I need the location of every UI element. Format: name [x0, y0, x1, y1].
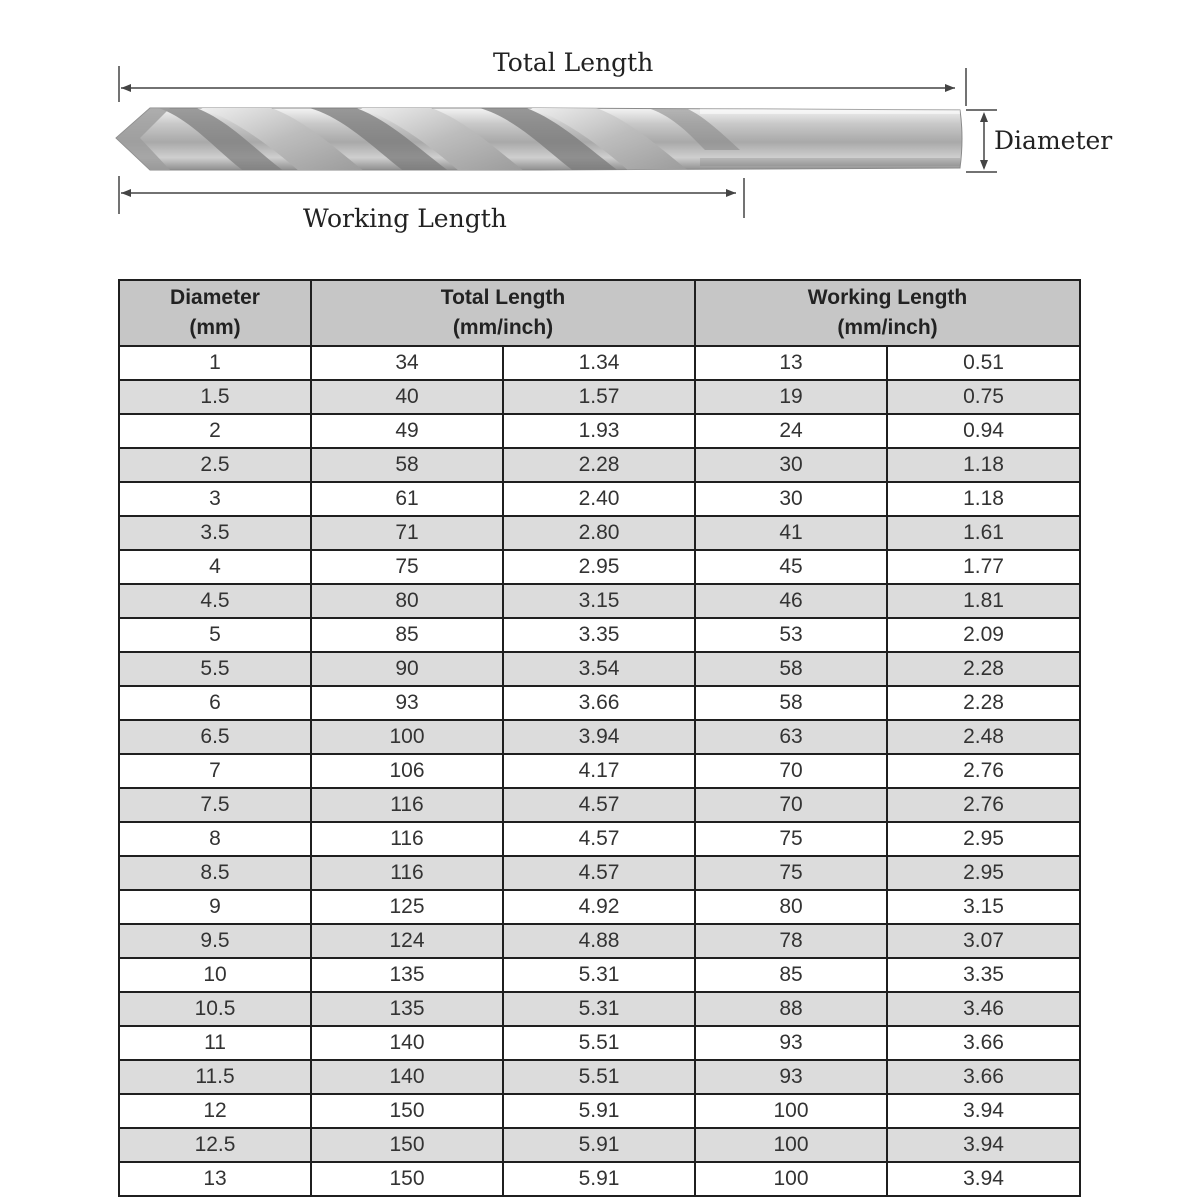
total-length-mm-cell: 85 [311, 618, 503, 652]
working-length-mm-cell: 41 [695, 516, 887, 550]
total-length-mm-cell: 100 [311, 720, 503, 754]
diameter-cell: 7.5 [119, 788, 311, 822]
diameter-cell: 11 [119, 1026, 311, 1060]
total-length-inch-cell: 5.91 [503, 1128, 695, 1162]
diameter-cell: 3 [119, 482, 311, 516]
working-length-mm-cell: 85 [695, 958, 887, 992]
working-length-mm-cell: 70 [695, 754, 887, 788]
table-row [119, 1162, 1080, 1196]
working-length-inch-cell: 3.94 [887, 1094, 1080, 1128]
total-length-inch-cell: 4.17 [503, 754, 695, 788]
working-length-mm-cell: 19 [695, 380, 887, 414]
total-length-inch-cell: 5.31 [503, 958, 695, 992]
working-length-inch-cell: 1.81 [887, 584, 1080, 618]
total-length-inch-cell: 4.57 [503, 856, 695, 890]
diameter-cell: 9 [119, 890, 311, 924]
total-length-inch-cell: 5.51 [503, 1026, 695, 1060]
working-length-mm-cell: 80 [695, 890, 887, 924]
total-length-mm-cell: 116 [311, 788, 503, 822]
working-length-inch-cell: 0.75 [887, 380, 1080, 414]
working-length-inch-cell: 2.76 [887, 788, 1080, 822]
table-row [119, 1026, 1080, 1060]
diameter-cell: 13 [119, 1162, 311, 1196]
diameter-cell: 6 [119, 686, 311, 720]
total-length-mm-cell: 150 [311, 1162, 503, 1196]
working-length-inch-cell: 3.94 [887, 1162, 1080, 1196]
total-length-inch-cell: 1.93 [503, 414, 695, 448]
total-length-inch-cell: 4.88 [503, 924, 695, 958]
diameter-cell: 10.5 [119, 992, 311, 1026]
total-length-mm-cell: 40 [311, 380, 503, 414]
total-length-inch-cell: 2.80 [503, 516, 695, 550]
total-length-mm-cell: 80 [311, 584, 503, 618]
total-length-mm-cell: 61 [311, 482, 503, 516]
working-length-mm-cell: 93 [695, 1060, 887, 1094]
total-length-mm-cell: 135 [311, 958, 503, 992]
table-row [119, 550, 1080, 584]
total-length-mm-cell: 106 [311, 754, 503, 788]
working-length-mm-cell: 30 [695, 482, 887, 516]
total-length-mm-cell: 116 [311, 856, 503, 890]
working-length-mm-cell: 100 [695, 1094, 887, 1128]
working-length-inch-cell: 1.77 [887, 550, 1080, 584]
table-row [119, 1094, 1080, 1128]
working-length-inch-cell: 1.18 [887, 448, 1080, 482]
total-length-inch-cell: 5.91 [503, 1162, 695, 1196]
working-length-inch-cell: 3.15 [887, 890, 1080, 924]
table-row [119, 414, 1080, 448]
working-length-label: Working Length [303, 204, 507, 233]
table-row [119, 652, 1080, 686]
table-row [119, 686, 1080, 720]
working-length-mm-cell: 46 [695, 584, 887, 618]
total-length-mm-cell: 75 [311, 550, 503, 584]
working-length-inch-cell: 3.66 [887, 1026, 1080, 1060]
working-length-inch-cell: 2.28 [887, 686, 1080, 720]
working-length-mm-cell: 58 [695, 652, 887, 686]
drill-size-table [118, 279, 1081, 1197]
diameter-cell: 10 [119, 958, 311, 992]
diameter-cell: 9.5 [119, 924, 311, 958]
diameter-cell: 1.5 [119, 380, 311, 414]
working-length-inch-cell: 3.94 [887, 1128, 1080, 1162]
working-length-mm-cell: 70 [695, 788, 887, 822]
table-row [119, 584, 1080, 618]
working-length-inch-cell: 2.28 [887, 652, 1080, 686]
total-length-mm-cell: 116 [311, 822, 503, 856]
working-length-mm-cell: 88 [695, 992, 887, 1026]
diameter-label: Diameter [994, 126, 1113, 155]
total-length-inch-cell: 1.57 [503, 380, 695, 414]
header-diameter: Diameter (mm) [119, 280, 311, 346]
total-length-inch-cell: 4.57 [503, 822, 695, 856]
table-row [119, 380, 1080, 414]
total-length-mm-cell: 49 [311, 414, 503, 448]
total-length-mm-cell: 140 [311, 1026, 503, 1060]
working-length-mm-cell: 100 [695, 1162, 887, 1196]
table-header-row [119, 280, 1080, 346]
total-length-inch-cell: 2.40 [503, 482, 695, 516]
working-length-mm-cell: 53 [695, 618, 887, 652]
working-length-mm-cell: 24 [695, 414, 887, 448]
working-length-inch-cell: 2.95 [887, 856, 1080, 890]
diameter-cell: 2.5 [119, 448, 311, 482]
working-length-mm-cell: 78 [695, 924, 887, 958]
table-row [119, 482, 1080, 516]
total-length-inch-cell: 2.95 [503, 550, 695, 584]
table-row [119, 992, 1080, 1026]
table-row [119, 788, 1080, 822]
diameter-cell: 3.5 [119, 516, 311, 550]
table-row [119, 822, 1080, 856]
working-length-inch-cell: 3.66 [887, 1060, 1080, 1094]
diameter-cell: 8.5 [119, 856, 311, 890]
diameter-cell: 6.5 [119, 720, 311, 754]
diameter-cell: 12.5 [119, 1128, 311, 1162]
working-length-inch-cell: 2.95 [887, 822, 1080, 856]
diameter-dimension [966, 110, 997, 172]
working-length-mm-cell: 58 [695, 686, 887, 720]
drill-bit [116, 106, 962, 172]
total-length-mm-cell: 150 [311, 1128, 503, 1162]
working-length-mm-cell: 45 [695, 550, 887, 584]
working-length-mm-cell: 63 [695, 720, 887, 754]
table-row [119, 924, 1080, 958]
working-length-inch-cell: 2.76 [887, 754, 1080, 788]
working-length-inch-cell: 2.48 [887, 720, 1080, 754]
diameter-cell: 1 [119, 346, 311, 380]
total-length-mm-cell: 58 [311, 448, 503, 482]
diameter-cell: 11.5 [119, 1060, 311, 1094]
total-length-inch-cell: 3.15 [503, 584, 695, 618]
working-length-inch-cell: 0.51 [887, 346, 1080, 380]
working-length-mm-cell: 30 [695, 448, 887, 482]
working-length-inch-cell: 1.18 [887, 482, 1080, 516]
total-length-inch-cell: 3.35 [503, 618, 695, 652]
total-length-mm-cell: 150 [311, 1094, 503, 1128]
table-row [119, 448, 1080, 482]
table-row [119, 1128, 1080, 1162]
total-length-inch-cell: 1.34 [503, 346, 695, 380]
diameter-cell: 5.5 [119, 652, 311, 686]
total-length-inch-cell: 3.66 [503, 686, 695, 720]
table-body [119, 346, 1080, 1196]
total-length-mm-cell: 34 [311, 346, 503, 380]
diameter-cell: 5 [119, 618, 311, 652]
total-length-mm-cell: 93 [311, 686, 503, 720]
total-length-inch-cell: 4.92 [503, 890, 695, 924]
total-length-inch-cell: 3.94 [503, 720, 695, 754]
working-length-inch-cell: 3.46 [887, 992, 1080, 1026]
header-working-length: Working Length (mm/inch) [695, 280, 1080, 346]
table-row [119, 1060, 1080, 1094]
total-length-mm-cell: 90 [311, 652, 503, 686]
drill-bit-diagram [0, 0, 1200, 270]
total-length-mm-cell: 71 [311, 516, 503, 550]
total-length-inch-cell: 2.28 [503, 448, 695, 482]
diameter-cell: 8 [119, 822, 311, 856]
total-length-inch-cell: 5.91 [503, 1094, 695, 1128]
total-length-mm-cell: 140 [311, 1060, 503, 1094]
diameter-cell: 4.5 [119, 584, 311, 618]
table-row [119, 754, 1080, 788]
total-length-inch-cell: 3.54 [503, 652, 695, 686]
total-length-inch-cell: 4.57 [503, 788, 695, 822]
working-length-mm-cell: 75 [695, 856, 887, 890]
total-length-mm-cell: 124 [311, 924, 503, 958]
working-length-inch-cell: 1.61 [887, 516, 1080, 550]
table-row [119, 346, 1080, 380]
diameter-cell: 4 [119, 550, 311, 584]
total-length-label: Total Length [493, 48, 654, 77]
working-length-inch-cell: 3.35 [887, 958, 1080, 992]
total-length-inch-cell: 5.31 [503, 992, 695, 1026]
working-length-mm-cell: 100 [695, 1128, 887, 1162]
table-row [119, 618, 1080, 652]
working-length-inch-cell: 3.07 [887, 924, 1080, 958]
diameter-cell: 12 [119, 1094, 311, 1128]
working-length-mm-cell: 13 [695, 346, 887, 380]
table-row [119, 890, 1080, 924]
total-length-mm-cell: 125 [311, 890, 503, 924]
table-row [119, 958, 1080, 992]
header-total-length: Total Length (mm/inch) [311, 280, 695, 346]
table-row [119, 720, 1080, 754]
working-length-mm-cell: 93 [695, 1026, 887, 1060]
working-length-inch-cell: 0.94 [887, 414, 1080, 448]
diameter-cell: 2 [119, 414, 311, 448]
diameter-cell: 7 [119, 754, 311, 788]
total-length-inch-cell: 5.51 [503, 1060, 695, 1094]
table-row [119, 516, 1080, 550]
working-length-inch-cell: 2.09 [887, 618, 1080, 652]
total-length-mm-cell: 135 [311, 992, 503, 1026]
working-length-mm-cell: 75 [695, 822, 887, 856]
table-row [119, 856, 1080, 890]
